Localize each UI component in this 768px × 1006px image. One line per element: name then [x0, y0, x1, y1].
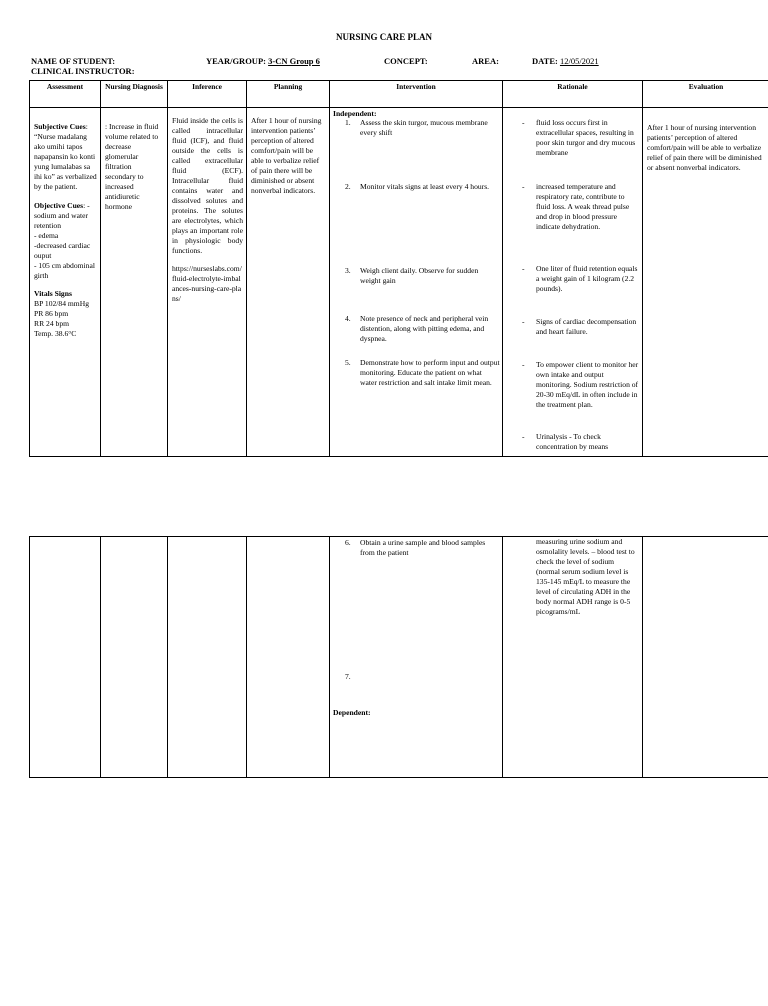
planning-cell — [247, 537, 330, 778]
care-plan-table-continued — [29, 536, 768, 778]
assessment-cell — [30, 108, 101, 457]
intervention-cell: Independent: 1. Assess the skin turgor, mucous membrane every shift 2. Monitor vitals signs at least every 4 hours. 3. Weigh client daily. Observe for sudden weight gain 4. Note presence of neck and peripheral vein distention, along with pitting edema, and dyspnea. 5. Demonstrate how to perform input and output monitoring. Educate the patient on what water restriction and salt intake limit mean. — [330, 108, 503, 457]
objective-cue-line: : - sodium and water retention — [34, 201, 90, 231]
year-group-label: YEAR/GROUP: — [206, 56, 269, 66]
objective-cue-line: -decreased cardiac ouput — [34, 241, 91, 261]
year-group-value: 3-CN Group 6 — [268, 56, 320, 66]
table-row — [30, 108, 768, 457]
dependent-label: Dependent: — [333, 708, 371, 717]
evaluation-text: After 1 hour of nursing intervention patients’ perception of altered comfort/pain will be able to verbalize relief of pain there will be diminished or absent nonverbal indicators. — [647, 123, 762, 173]
rationale-cell: - fluid loss occurs first in extracellular spaces, resulting in poor skin turgor and dry mucous membrane - increased temperature and respiratory rate, contribute to fluid loss. A weak thread pulse and drop in blood pressure indicate dehydration. - One liter of fluid retention equals a weight gain of 1 kilogram (2.2 pounds). - Signs of cardiac decompensation and heart failure. - To empower client to monitor her own intake and output monitoring. Sodium restriction of 20-30 mEq/dL in often include in the treatment plan. - Urinalysis - To check concentration by means — [503, 108, 643, 457]
nursing-diagnosis-cell — [101, 108, 168, 457]
area-label: AREA: — [472, 56, 499, 66]
vital-sign-line: BP 102/84 mmHg — [34, 299, 89, 309]
rationale-continuation: measuring urine sodium and osmolality levels. – blood test to check the level of sodium (normal serum sodium level is 135-145 mEq/L to measure the level of circulating ADH in the body normal ADH range is 0-5 picograms/mL — [536, 537, 635, 617]
subjective-cues — [34, 122, 97, 192]
planning-text: After 1 hour of nursing intervention patients’ perception of altered comfort/pain will be able to verbalize relief of pain there will be diminished or absent nonverbal indicators. — [251, 116, 322, 196]
table-row — [30, 537, 768, 778]
column-header-evaluation: Evaluation — [643, 81, 768, 108]
document-title: NURSING CARE PLAN — [335, 32, 432, 42]
vital-sign-line: Temp. 38.6°C — [34, 329, 77, 339]
vital-sign-line: PR 86 bpm — [34, 309, 69, 319]
nursing-diagnosis-cell — [101, 537, 168, 778]
student-name-label: NAME OF STUDENT: — [31, 56, 116, 66]
concept-label: CONCEPT: — [384, 56, 428, 66]
inference-cell — [168, 537, 247, 778]
objective-cues — [34, 201, 97, 231]
clinical-instructor-label: CLINICAL INSTRUCTOR: — [31, 66, 135, 76]
subjective-cues-text: : “Nurse madalang ako umihi tapos napapansin ko konti yung lumalabas sa ihi ko” as verbalized by the patient. — [34, 122, 97, 192]
date-value: 12/05/2021 — [559, 56, 599, 66]
date-field — [532, 56, 599, 66]
inference-source: https://nurseslabs.com/fluid-electrolyte-imbalances-nursing-care-plans/ — [172, 264, 242, 304]
column-header-inference: Inference — [168, 81, 247, 108]
vital-sign-line: RR 24 bpm — [34, 319, 70, 329]
vital-signs-label: Vitals Signs — [34, 289, 72, 299]
inference-cell — [168, 108, 247, 457]
objective-cue-line: - 105 cm abdominal girth — [34, 261, 95, 281]
intervention-cell: 6. Obtain a urine sample and blood samples from the patient 7. Dependent: — [330, 537, 503, 778]
column-header-nursing-diagnosis: Nursing Diagnosis — [101, 81, 168, 108]
nursing-diagnosis-text: : Increase in fluid volume related to decrease glomerular filtration secondary to increased antidiuretic hormone — [105, 122, 159, 212]
year-group-field — [206, 56, 320, 66]
rationale-cell — [503, 537, 643, 778]
objective-cue-line: - edema — [34, 231, 59, 241]
column-header-planning: Planning — [247, 81, 330, 108]
assessment-cell — [30, 537, 101, 778]
column-header-rationale: Rationale — [503, 81, 643, 108]
evaluation-cell — [643, 108, 768, 457]
care-plan-table — [29, 80, 768, 457]
planning-cell — [247, 108, 330, 457]
subjective-cues-label: Subjective Cues — [34, 122, 86, 131]
column-header-assessment: Assessment — [30, 81, 101, 108]
column-header-intervention: Intervention — [330, 81, 503, 108]
evaluation-cell — [643, 537, 768, 778]
objective-cues-label: Objective Cues — [34, 201, 84, 211]
table-header-row — [30, 81, 768, 108]
inference-text: Fluid inside the cells is called intracellular fluid (ICF), and fluid outside the cells is called extracellular fluid (ECF). Intracellular fluid contains water and dissolved solutes and proteins. The solutes are electrolytes, which plays an important role in physiologic body functions. — [172, 116, 243, 256]
independent-label: Independent: — [333, 109, 377, 118]
date-label: DATE: — [532, 56, 560, 66]
